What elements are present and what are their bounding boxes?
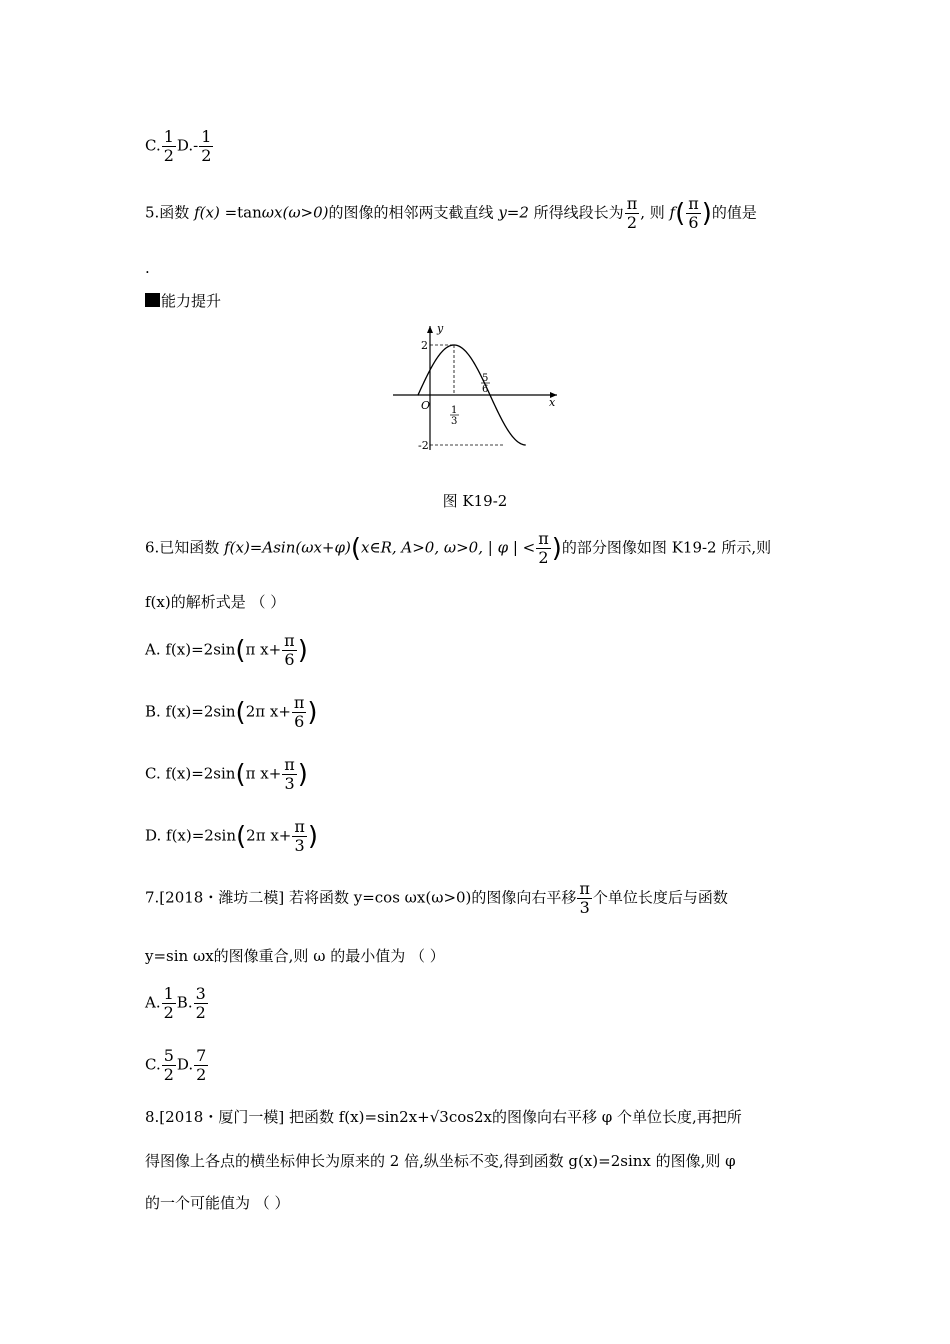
fraction: $\frac{5}{2}$ [163,1046,174,1084]
tick-one-third-den: 3 [451,416,458,427]
q6-option-c[interactable]: C. f(x)=2sin(π x+ $\frac{\pi}{3}$ ) [145,755,308,793]
question-5: 5.函数 f(x) =tanωx(ω>0)的图像的相邻两支截直线 y=2 所得线段长为 $\frac{\pi}{2}$ , 则 f( $\frac{\pi}{6}$ )的值是 [145,194,757,232]
question-6-line1: 6.已知函数 f(x)=Asin(ωx+φ)(x∈R, A>0, ω>0, | φ | < $\frac{\pi}{2}$ )的部分图像如图 K19-2 所示,则 [145,529,772,567]
tick-five-sixths-num: 5 [482,373,489,384]
fraction: $\frac{\pi}{6}$ [293,693,305,731]
fraction: $\frac{3}{2}$ [195,984,206,1022]
q5-blank: . [145,259,150,277]
fraction: $\frac{\pi}{2}$ [626,194,638,232]
y-min-label: -2 [418,439,429,452]
q6-option-b[interactable]: B. f(x)=2sin(2π x+ $\frac{\pi}{6}$ ) [145,693,318,731]
fraction: $\frac{7}{2}$ [196,1046,207,1084]
section-title: 能力提升 [145,291,221,311]
fraction: $\frac{\pi}{6}$ [688,194,699,232]
question-6-line2: f(x)的解析式是 （ ） [145,593,286,611]
q6-option-a[interactable]: A. f(x)=2sin(π x+ $\frac{\pi}{6}$ ) [145,631,308,669]
figure-caption: 图 K19-2 [442,492,508,510]
tick-one-third-num: 1 [451,405,458,416]
y-max-label: 2 [421,339,428,352]
fraction: $\frac{\pi}{2}$ [538,529,549,567]
fraction: $\frac{\pi}{3}$ [284,755,295,793]
q7-options-cd[interactable]: C. $\frac{5}{2}$ D. $\frac{7}{2}$ [145,1046,207,1084]
x-axis-label: x [549,396,556,409]
q6-option-d[interactable]: D. f(x)=2sin(2π x+ $\frac{\pi}{3}$ ) [145,817,319,855]
fraction: $\frac{\pi}{6}$ [284,631,295,669]
fraction: $\frac{1}{2}$ [163,127,174,165]
q7-options-ab[interactable]: A. $\frac{1}{2}$ B. $\frac{3}{2}$ [145,984,206,1022]
question-7-line1: 7.[2018・潍坊二模] 若将函数 y=cos ωx(ω>0)的图像向右平移 $\frac{\pi}{3}$ 个单位长度后与函数 [145,879,728,917]
block-marker-icon [145,293,160,307]
y-axis-arrow [427,326,433,333]
tick-five-sixths-den: 6 [482,384,489,395]
question-8-line2: 得图像上各点的横坐标伸长为原来的 2 倍,纵坐标不变,得到函数 g(x)=2sinx 的图像,则 φ [145,1152,736,1170]
fraction: $\frac{1}{2}$ [163,984,174,1022]
question-8-line1: 8.[2018・厦门一模] 把函数 f(x)=sin2x+√3cos2x的图像向右平移 φ 个单位长度,再把所 [145,1108,742,1126]
origin-label: O [421,399,431,412]
fraction: $\frac{\pi}{3}$ [294,817,305,855]
question-8-line3: 的一个可能值为 （ ） [145,1194,290,1212]
q4-options-cd: C. $\frac{1}{2}$ D.- $\frac{1}{2}$ [145,127,212,165]
question-7-line2: y=sin ωx的图像重合,则 ω 的最小值为 （ ） [145,947,445,965]
fraction: $\frac{\pi}{3}$ [579,879,590,917]
fraction: $\frac{1}{2}$ [201,127,212,165]
sine-graph-figure [385,318,565,458]
y-axis-label: y [437,322,444,335]
